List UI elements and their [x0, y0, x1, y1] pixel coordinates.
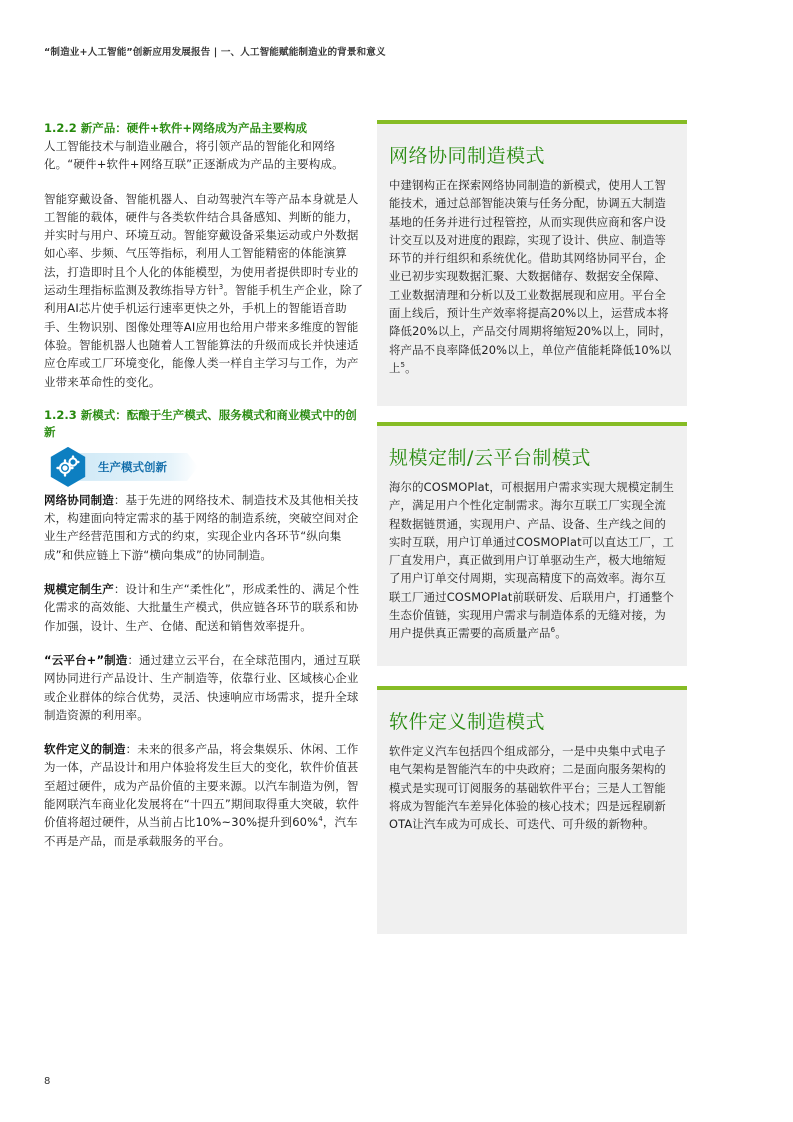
section-title-1-2-3: 1.2.3 新模式：酝酿于生产模式、服务模式和商业模式中的创新	[44, 407, 357, 439]
scale-customization-case-panel	[377, 422, 687, 666]
panel-body-software: 软件定义汽车包括四个组成部分，一是中央集中式电子电气架构是智能汽车的中央政府；二是面向服务架构的模式是实现可订阅服务的基础软件平台；三是人工智能将成为智能汽车差异化体验的核心技术；四是远程刷新OTA让汽车成为可成长、可迭代、可升级的新物种。	[389, 744, 666, 832]
scale-customization-paragraph: 规模定制生产：设计和生产“柔性化”，形成柔性的、满足个性化需求的高效能、大批量生产模式，供应链各环节的联系和协作加强，设计、生产、仓储、配送和销售效率提升。	[44, 582, 360, 633]
network-manufacturing-case-panel	[377, 120, 687, 406]
left-column	[44, 120, 364, 850]
panel-body-network: 中建钢构正在探索网络协同制造的新模式，使用人工智能技术，通过总部智能决策与任务分配，协调五大制造基地的任务并进行过程管控，从而实现供应商和客户设计交互以及对进度的跟踪，实现了设计、供应、制造等环节的并行组织和系统优化。借助其网络协同平台，企业已初步实现数据汇聚、大数据储存、数据安全保障、工业数据清理和分析以及工业数据展现和应用。平台全面上线后，预计生产效率将提高20%以上，运营成本将降低20%以上，产品交付周期将缩短20%以上，同时，将产品不良率降低20%以上，单位产值能耗降低10%以上$^5$。	[389, 178, 672, 375]
network-manufacturing-paragraph: 网络协同制造：基于先进的网络技术、制造技术及其他相关技术，构建面向特定需求的基于网络的制造系统，突破空间对企业生产经营范围和方式的约束，实现企业内各环节“纵向集成”和供应链上下游“横向集成”的协同制造。	[44, 492, 359, 562]
network-manufacturing-label: 网络协同制造	[44, 492, 114, 507]
page-header: “制造业+人工智能”创新应用发展报告 | 一、人工智能赋能制造业的背景和意义	[44, 47, 386, 58]
cloud-platform-label: “云平台+”制造	[44, 652, 128, 667]
scale-customization-label: 规模定制生产	[44, 582, 114, 597]
software-defined-case-panel	[377, 686, 687, 934]
page-number: 8	[44, 1076, 51, 1087]
smart-products-paragraph: 智能穿戴设备、智能机器人、自动驾驶汽车等产品本身就是人工智能的载体，硬件与各类软件结合具备感知、判断的能力，并实时与用户、环境互动。智能穿戴设备采集运动或户外数据如心率、步频、气压等指标，利用人工智能精密的体能演算法，打造即时且个人化的体能模型，为使用者提供即时专业的运动生理指标监测及教练指导方针$^3$。智能手机生产企业，除了利用AI芯片使手机运行速率更快之外，手机上的智能语音助手、生物识别、图像处理等AI应用也给用户带来多维度的智能体验。智能机器人也随着人工智能算法的升级而成长并快速适应仓库或工厂环境变化，能像人类一样自主学习与工作，为产业带来革命性的变化。	[44, 191, 364, 389]
footnote-ref-4[interactable]: 4	[318, 815, 323, 824]
production-mode-badge	[46, 447, 364, 487]
panel-title-network: 网络协同制造模式	[389, 145, 546, 167]
footnote-ref-5[interactable]: 5	[400, 361, 406, 370]
badge-label: 生产模式创新	[98, 459, 167, 474]
section-title-1-2-2: 1.2.2 新产品：硬件+软件+网络成为产品主要构成	[44, 121, 308, 135]
panel-title-scale: 规模定制/云平台制模式	[389, 447, 591, 469]
footnote-ref-6[interactable]: 6	[550, 626, 556, 635]
intro-paragraph: 人工智能技术与制造业融合，将引领产品的智能化和网络化。“硬件+软件+网络互联”正逐渐成为产品的主要构成。	[44, 139, 344, 172]
footnote-ref-3[interactable]: 3	[218, 283, 224, 292]
software-defined-paragraph: 软件定义的制造：未来的很多产品，将会集娱乐、休闲、工作为一体，产品设计和用户体验将发生巨大的变化，软件价值甚至超过硬件，成为产品价值的主要来源。以汽车制造为例，智能网联汽车商业化发展将在“十四五”期间取得重大突破，软件价值将超过硬件，从当前占比10%~30%提升到60%$^4$，汽车不再是产品，而是承载服务的平台。	[44, 742, 360, 848]
software-defined-label: 软件定义的制造	[44, 742, 126, 757]
cloud-platform-paragraph: “云平台+”制造：通过建立云平台，在全球范围内，通过互联网协同进行产品设计、生产制造等，依靠行业、区域核心企业或企业群体的综合优势，灵活、快速响应市场需求，提升全球制造资源的利用率。	[44, 652, 361, 722]
panel-title-software: 软件定义制造模式	[389, 711, 546, 733]
panel-body-scale: 海尔的COSMOPlat，可根据用户需求实现大规模定制生产，满足用户个性化定制需求。海尔互联工厂实现全流程数据链贯通，实现用户、产品、设备、生产线之间的实时互联，用户订单通过COSMOPlat可以直达工厂，工厂直发用户，真正做到用户订单驱动生产，极大地缩短了用户订单交付周期，实现高精度下的高效率。海尔互联工厂通过COSMOPlat前联研发、后联用户，打通整个生态价值链，实现用户需求与制造体系的无缝对接，为用户提供真正需要的高质量产品$^6$。	[389, 480, 675, 641]
